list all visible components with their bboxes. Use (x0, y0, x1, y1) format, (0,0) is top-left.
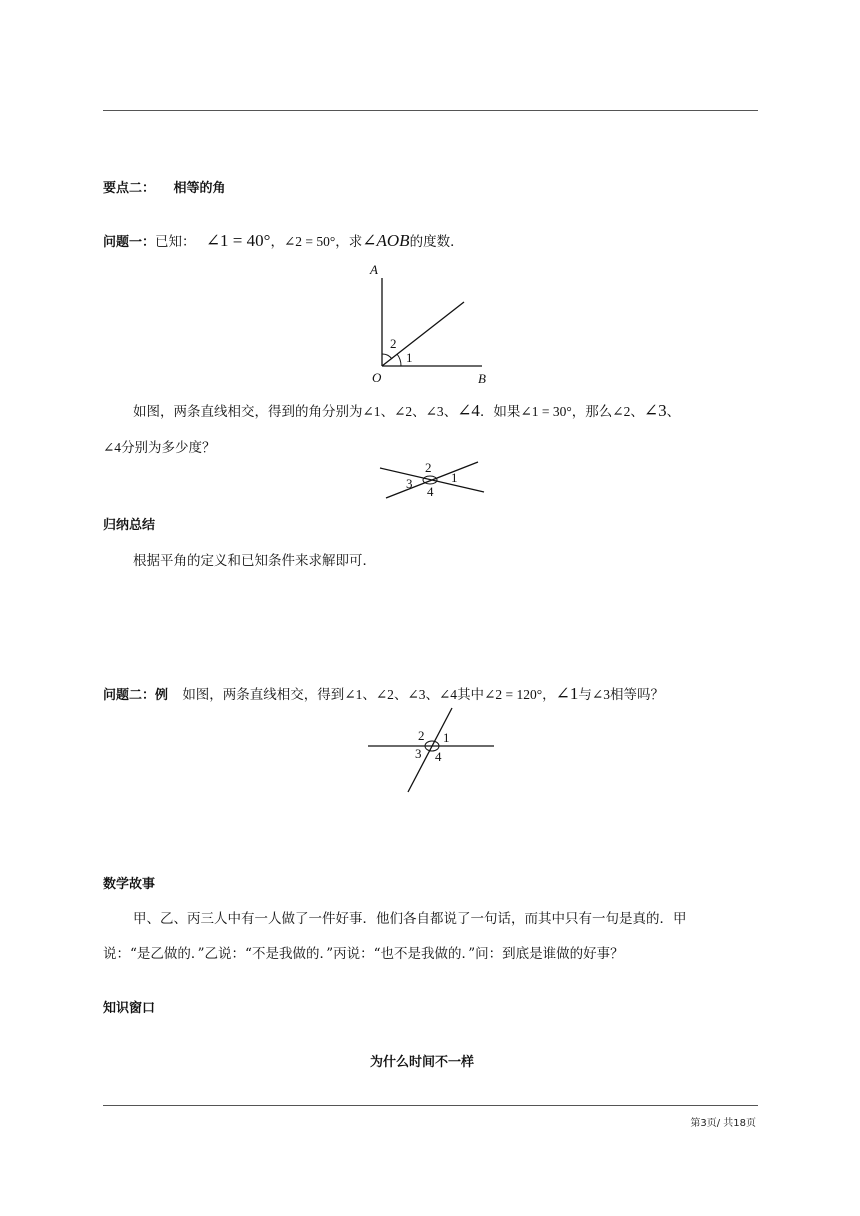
problem1b-comma5: 、 (666, 404, 681, 420)
fig1-label-1: 1 (451, 470, 458, 485)
problem1b-cond: ∠1 = 30° (520, 404, 572, 419)
fig2-label-2: 2 (418, 728, 425, 743)
problem1b-line2-text: 分别为多少度？ (121, 440, 216, 456)
problem1-label: 问题一： (103, 235, 156, 250)
fig1-label-2: 2 (425, 460, 432, 475)
problem2-a3: ∠3 (407, 687, 426, 702)
section-label: 要点二： (103, 181, 156, 196)
footer-rule (103, 1105, 758, 1106)
problem2-cond: ∠2 = 120° (484, 687, 543, 702)
summary-title: 归纳总结 (103, 518, 156, 533)
problem2-text-c: ， (542, 687, 556, 703)
problem1b-line2-angle: ∠4 (103, 440, 122, 455)
problem1b-b3: ∠3 (643, 401, 667, 420)
fig2-label-1: 1 (443, 730, 450, 745)
problem1b-line1 (133, 400, 680, 421)
knowledge-title: 知识窗口 (103, 1001, 156, 1016)
fig1-label-3: 3 (406, 476, 413, 491)
story-title: 数学故事 (103, 877, 156, 892)
label-b: B (478, 371, 486, 386)
problem1b-text-if: ．如果 (479, 404, 521, 420)
problem2-label: 问题二：例 (103, 688, 169, 703)
problem1-target: ∠AOB (362, 231, 410, 250)
problem1-angle2: ∠2 = 50° (283, 234, 336, 249)
problem1-sep: ， (270, 234, 284, 250)
problem1b-a4: ∠4 (457, 401, 480, 420)
problem2-q3: ∠3 (591, 687, 610, 702)
problem2-a4: ∠4 (439, 687, 458, 702)
problem2-a1: ∠1 (344, 687, 363, 702)
problem2-q1: ∠1 (555, 684, 579, 703)
problem1-text-a: 已知： (155, 234, 196, 250)
problem2-text-d: 与 (578, 687, 592, 703)
fig2-label-3: 3 (415, 746, 422, 761)
problem1b-text-then: ，那么 (571, 404, 613, 420)
crossing-lines-figure-1 (378, 460, 488, 504)
label-o: O (372, 370, 382, 385)
page-number: 第3页/ 共18页 (690, 1118, 756, 1129)
problem1b-comma1: 、 (380, 404, 395, 420)
section-title: 相等的角 (173, 181, 226, 196)
problem1b-b2: ∠2 (612, 404, 631, 419)
knowledge-heading: 为什么时间不一样 (370, 1055, 475, 1070)
problem1-text-b: ，求 (335, 234, 363, 250)
story-line2: 说：“是乙做的．”乙说：“不是我做的．”丙说：“也不是我做的．”问：到底是谁做的好事？ (103, 946, 624, 962)
problem1-text-c: 的度数． (409, 234, 464, 250)
story-line1: 甲、乙、丙三人中有一人做了一件好事．他们各自都说了一句话，而其中只有一句是真的．甲 (133, 911, 687, 927)
summary-text: 根据平角的定义和已知条件来求解即可． (133, 553, 376, 569)
problem1b-text-a: 如图，两条直线相交，得到的角分别为 (133, 404, 363, 420)
problem2-comma2: 、 (393, 687, 408, 703)
problem1b-comma3: 、 (443, 404, 458, 420)
fig1-label-4: 4 (427, 484, 434, 499)
angle-aob-figure (360, 258, 500, 388)
problem1-statement (103, 230, 464, 251)
problem1b-a1: ∠1 (362, 404, 381, 419)
label-a: A (370, 262, 378, 277)
label-1: 1 (406, 350, 413, 365)
label-2: 2 (390, 336, 397, 351)
problem2-a2: ∠2 (375, 687, 394, 702)
problem1-angle1: ∠1 = 40° (205, 231, 271, 250)
problem1b-line2 (103, 436, 216, 456)
crossing-lines-figure-2 (366, 706, 496, 796)
problem2-comma1: 、 (362, 687, 376, 703)
problem2-text-e: 相等吗？ (609, 687, 664, 703)
problem1b-comma2: 、 (412, 404, 426, 420)
problem2-text-b: 其中 (457, 687, 485, 703)
problem1b-comma4: 、 (630, 404, 644, 420)
problem1b-a2: ∠2 (394, 404, 413, 419)
fig2-label-4: 4 (435, 749, 442, 764)
section-heading (103, 177, 226, 196)
problem2-comma3: 、 (425, 687, 439, 703)
problem2-text-a: 如图，两条直线相交，得到 (182, 687, 345, 703)
header-rule (103, 110, 758, 111)
problem2-statement (103, 683, 664, 704)
problem1b-a3: ∠3 (425, 404, 444, 419)
